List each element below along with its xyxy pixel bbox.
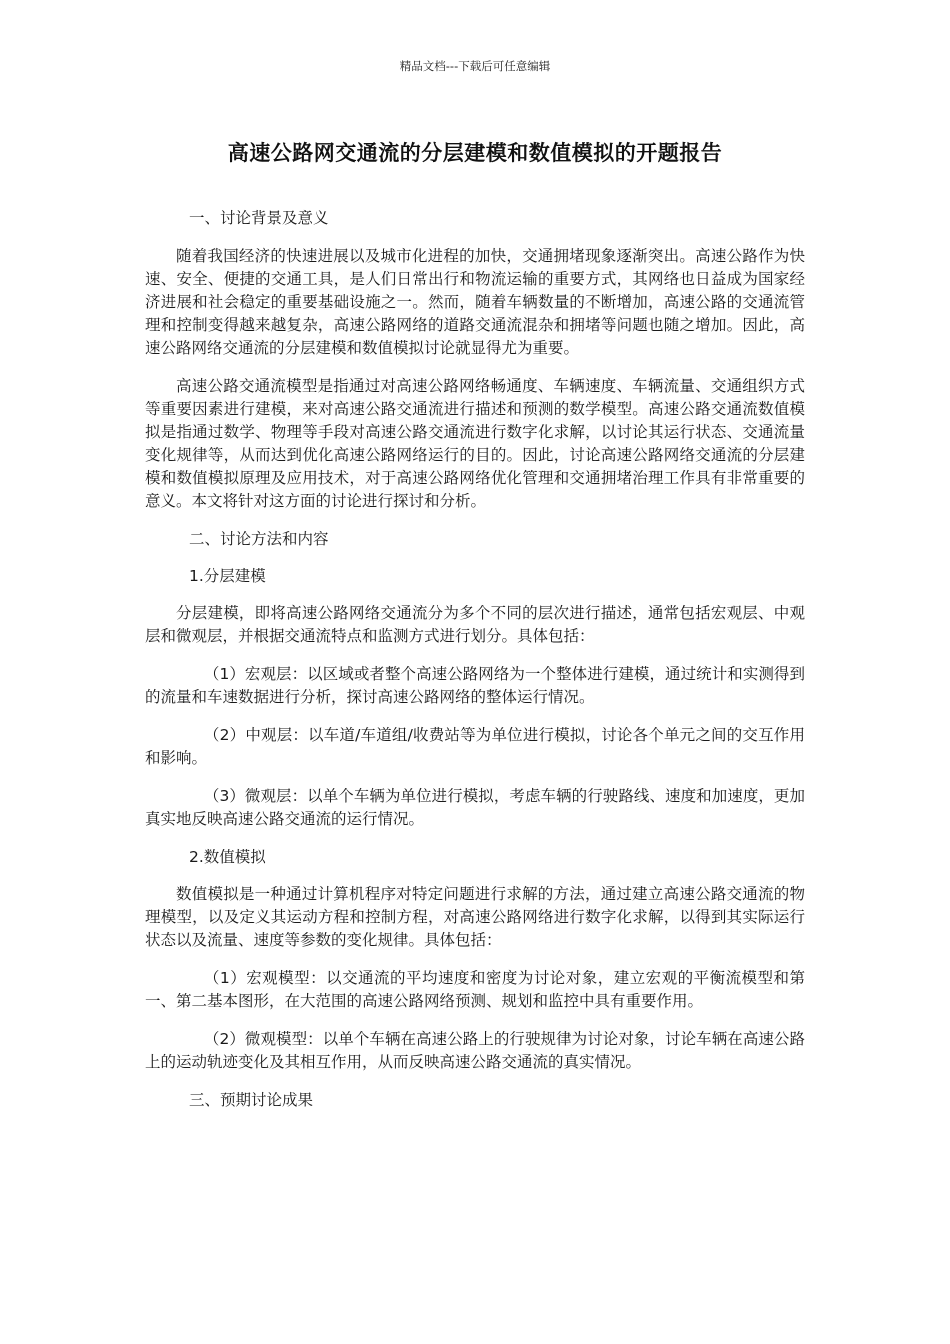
section-3-heading: 三、预期讨论成果 — [189, 1091, 314, 1109]
section-2-1-heading: 1.分层建模 — [189, 567, 266, 585]
section-2-2-item-2: （2）微观模型：以单个车辆在高速公路上的行驶规律为讨论对象，讨论车辆在高速公路上的运动轨迹变化及其相互作用，从而反映高速公路交通流的真实情况。 — [145, 1030, 805, 1071]
section-2-2-heading: 2.数值模拟 — [189, 848, 266, 866]
section-2-1-paragraph: 分层建模，即将高速公路网络交通流分为多个不同的层次进行描述，通常包括宏观层、中观层和微观层，并根据交通流特点和监测方式进行划分。具体包括： — [145, 604, 805, 645]
section-2-1-item-1: （1）宏观层：以区域或者整个高速公路网络为一个整体进行建模，通过统计和实测得到的流量和车速数据进行分析，探讨高速公路网络的整体运行情况。 — [145, 665, 805, 706]
section-2-2-paragraph: 数值模拟是一种通过计算机程序对特定问题进行求解的方法，通过建立高速公路交通流的物理模型，以及定义其运动方程和控制方程，对高速公路网络进行数字化求解，以得到其实际运行状态以及流量、速度等参数的变化规律。具体包括： — [145, 885, 805, 949]
section-2-1-item-3: （3）微观层：以单个车辆为单位进行模拟，考虑车辆的行驶路线、速度和加速度，更加真实地反映高速公路交通流的运行情况。 — [145, 787, 805, 828]
section-2-heading: 二、讨论方法和内容 — [189, 530, 329, 548]
section-1-heading: 一、讨论背景及意义 — [189, 209, 329, 227]
document-body — [145, 207, 805, 1112]
section-1-paragraph-1: 随着我国经济的快速进展以及城市化进程的加快，交通拥堵现象逐渐突出。高速公路作为快速、安全、便捷的交通工具，是人们日常出行和物流运输的重要方式，其网络也日益成为国家经济进展和社会稳定的重要基础设施之一。然而，随着车辆数量的不断增加，高速公路的交通流管理和控制变得越来越复杂，高速公路网络的道路交通流混杂和拥堵等问题也随之增加。因此，高速公路网络交通流的分层建模和数值模拟讨论就显得尤为重要。 — [145, 247, 805, 357]
document-title: 高速公路网交通流的分层建模和数值模拟的开题报告 — [227, 141, 723, 165]
section-2-1-item-2: （2）中观层：以车道/车道组/收费站等为单位进行模拟，讨论各个单元之间的交互作用和影响。 — [145, 726, 805, 767]
section-2-2-item-1: （1）宏观模型：以交通流的平均速度和密度为讨论对象，建立宏观的平衡流模型和第一、第二基本图形，在大范围的高速公路网络预测、规划和监控中具有重要作用。 — [145, 969, 805, 1010]
section-1-paragraph-2: 高速公路交通流模型是指通过对高速公路网络畅通度、车辆速度、车辆流量、交通组织方式等重要因素进行建模，来对高速公路交通流进行描述和预测的数学模型。高速公路交通流数值模拟是指通过数学、物理等手段对高速公路交通流进行数字化求解，以讨论其运行状态、交通流量变化规律等，从而达到优化高速公路网络运行的目的。因此，讨论高速公路网络交通流的分层建模和数值模拟原理及应用技术，对于高速公路网络优化管理和交通拥堵治理工作具有非常重要的意义。本文将针对这方面的讨论进行探讨和分析。 — [145, 377, 805, 510]
page-header-note: 精品文档---下载后可任意编辑 — [399, 59, 551, 73]
